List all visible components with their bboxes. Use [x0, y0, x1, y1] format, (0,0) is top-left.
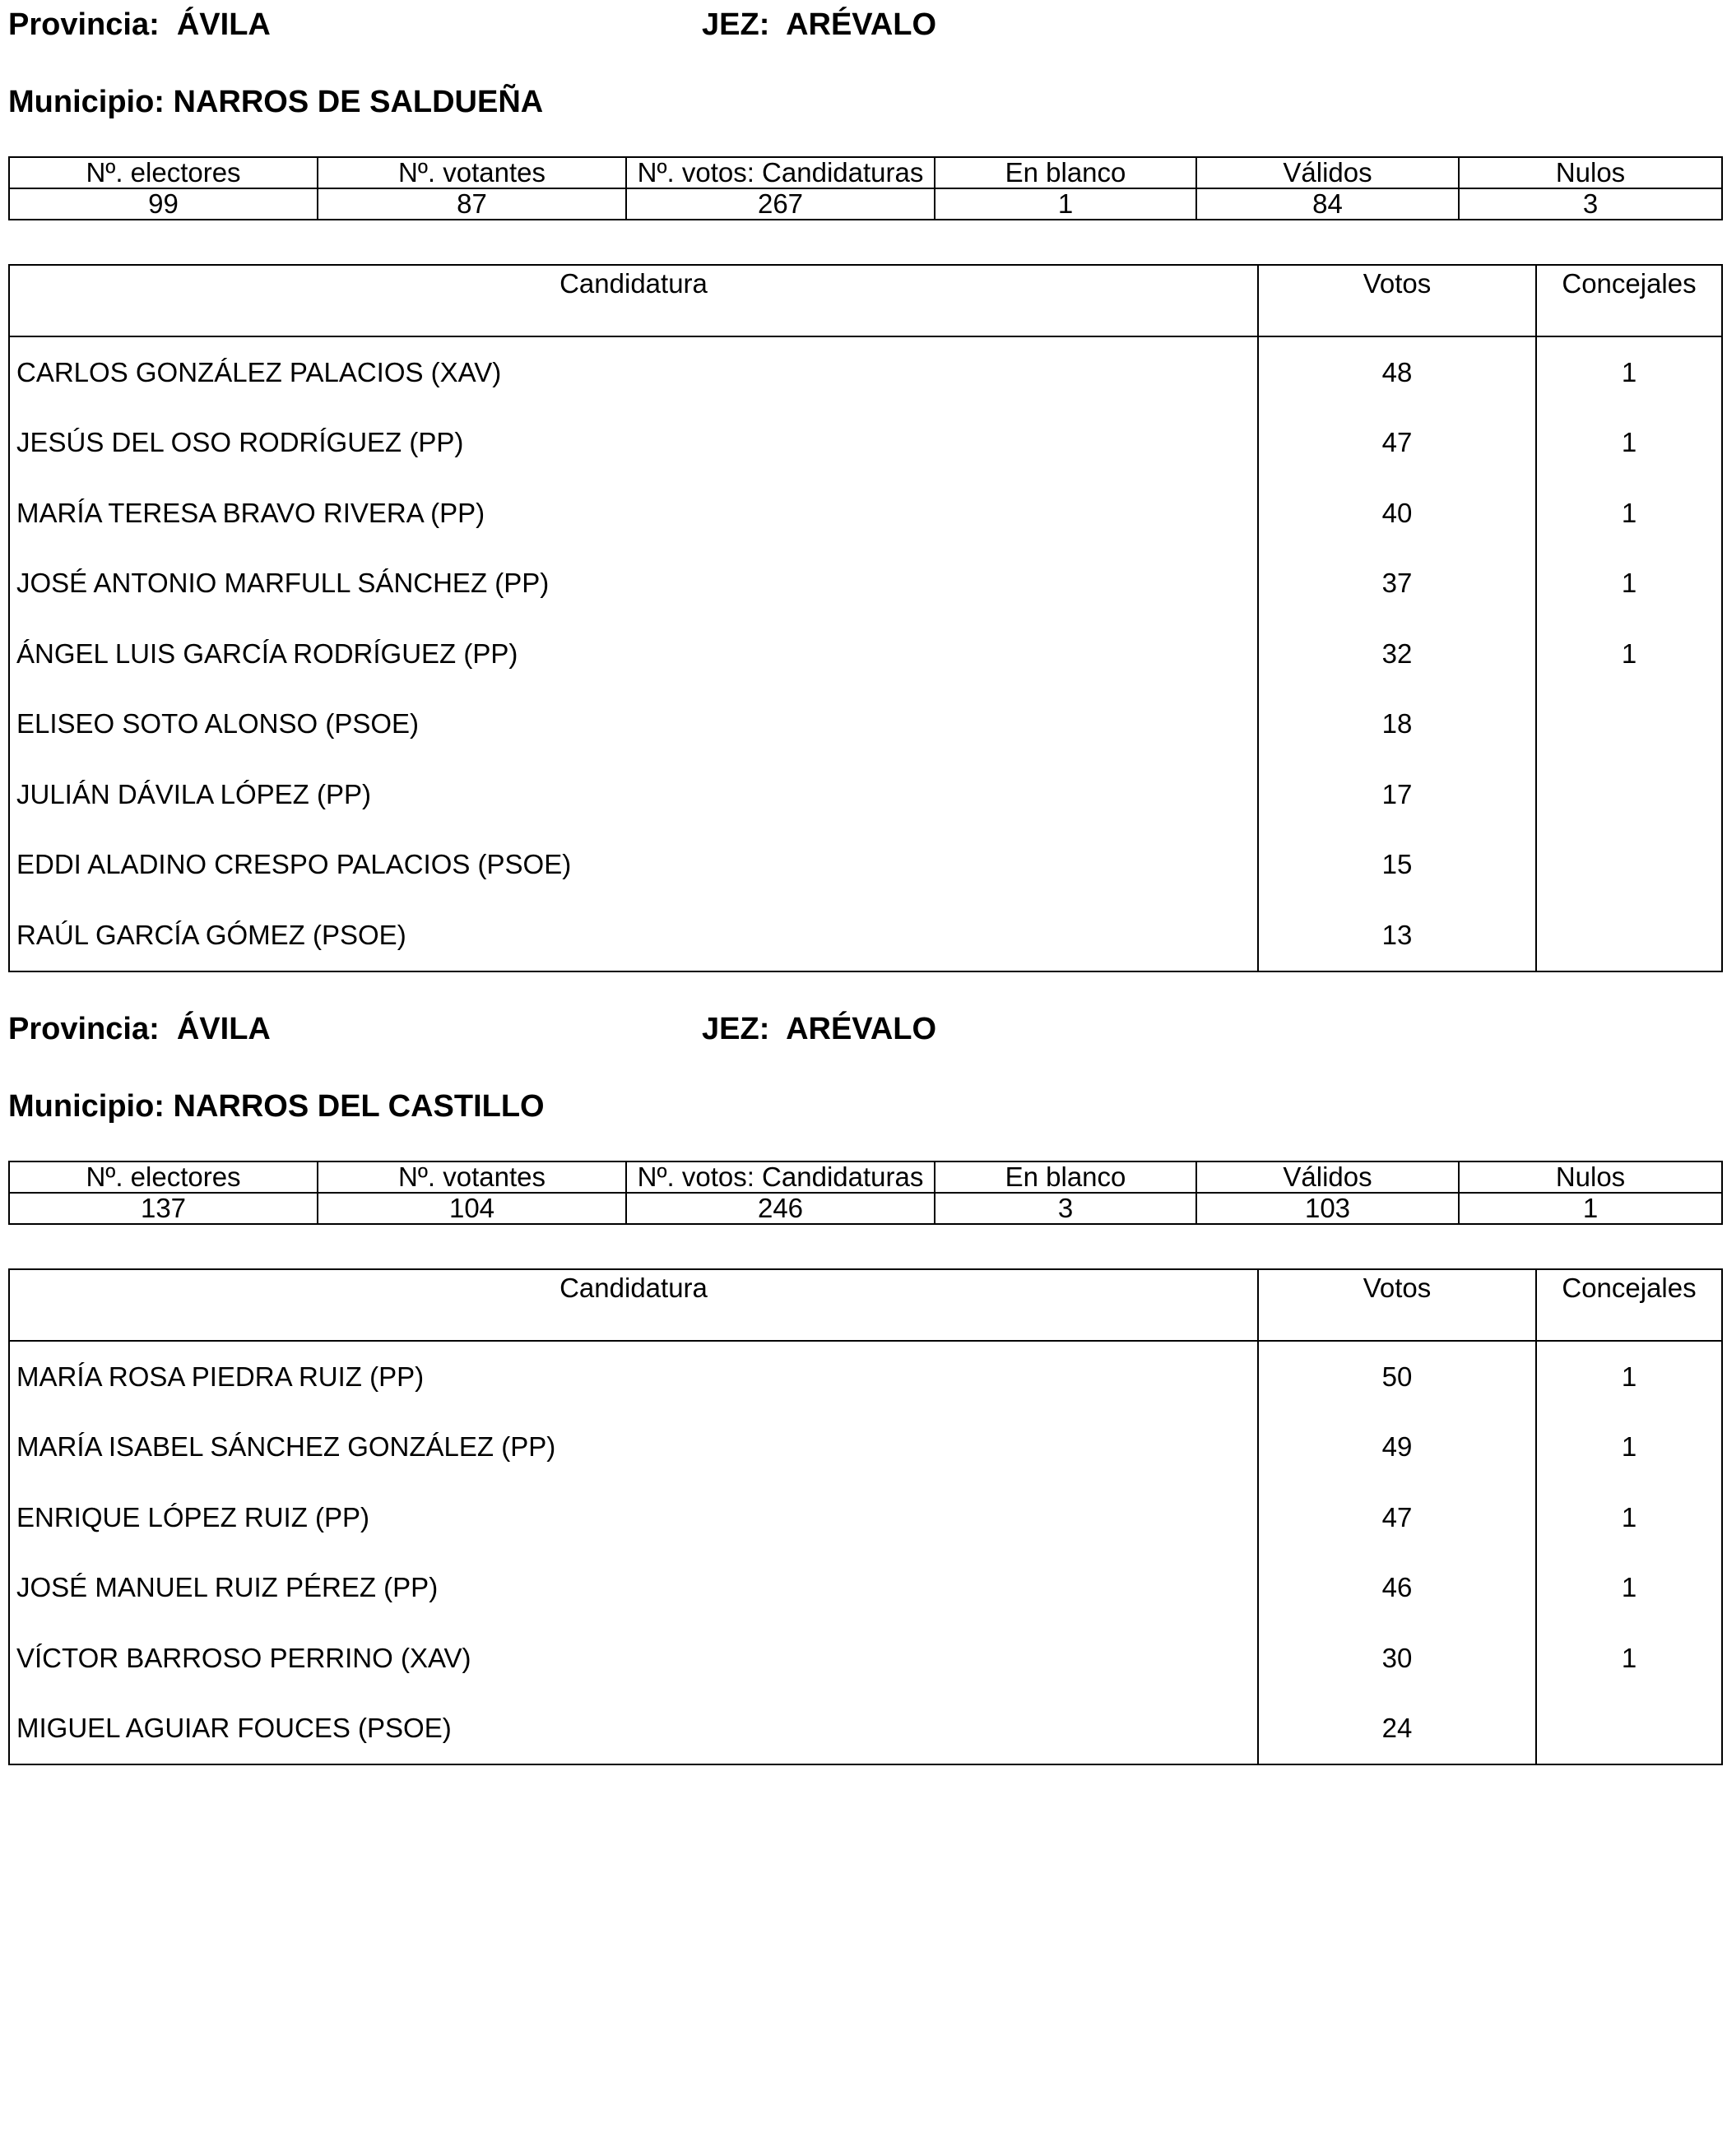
candidate-concejales: 1 [1536, 336, 1722, 408]
candidate-name: MIGUEL AGUIAR FOUCES (PSOE) [9, 1694, 1258, 1765]
provincia-line [8, 1011, 271, 1047]
candidate-name: MARÍA ROSA PIEDRA RUIZ (PP) [9, 1341, 1258, 1412]
table-row [9, 1694, 1722, 1765]
candidate-votos: 32 [1258, 619, 1536, 689]
provincia-value: ÁVILA [176, 7, 271, 42]
table-row [9, 830, 1722, 901]
summary-value-nulos: 3 [1459, 188, 1722, 220]
summary-header-en-blanco: En blanco [935, 157, 1196, 188]
candidate-name: JOSÉ ANTONIO MARFULL SÁNCHEZ (PP) [9, 549, 1258, 619]
summary-header-votantes: Nº. votantes [318, 1161, 626, 1193]
candidate-votos: 15 [1258, 830, 1536, 901]
header-votos: Votos [1258, 265, 1536, 336]
jez-line [702, 1011, 936, 1047]
candidate-votos: 17 [1258, 759, 1536, 830]
summary-value-votantes: 104 [318, 1193, 626, 1224]
municipio-line [8, 84, 543, 120]
summary-table [8, 1161, 1723, 1225]
candidate-concejales [1536, 759, 1722, 830]
candidate-name: ÁNGEL LUIS GARCÍA RODRÍGUEZ (PP) [9, 619, 1258, 689]
jez-line [702, 7, 936, 43]
summary-header-validos: Válidos [1196, 157, 1459, 188]
candidate-name: MARÍA TERESA BRAVO RIVERA (PP) [9, 478, 1258, 549]
candidate-concejales [1536, 900, 1722, 971]
candidate-votos: 46 [1258, 1553, 1536, 1624]
header-votos: Votos [1258, 1269, 1536, 1341]
municipio-label: Municipio: [8, 1089, 165, 1124]
table-row [9, 549, 1722, 619]
candidates-header-row [9, 1269, 1722, 1341]
candidate-votos: 48 [1258, 336, 1536, 408]
candidate-concejales: 1 [1536, 1412, 1722, 1483]
candidate-name: MARÍA ISABEL SÁNCHEZ GONZÁLEZ (PP) [9, 1412, 1258, 1483]
summary-header-row [9, 157, 1722, 188]
candidate-votos: 30 [1258, 1623, 1536, 1694]
table-row [9, 1553, 1722, 1624]
summary-header-electores: Nº. electores [9, 1161, 318, 1193]
summary-value-electores: 99 [9, 188, 318, 220]
summary-value-votantes: 87 [318, 188, 626, 220]
section-narros-de-saldueña [8, 0, 1721, 971]
candidate-concejales: 1 [1536, 478, 1722, 549]
candidate-votos: 18 [1258, 689, 1536, 760]
summary-value-votos-candidaturas: 267 [626, 188, 935, 220]
candidate-votos: 13 [1258, 900, 1536, 971]
municipio-label: Municipio: [8, 85, 165, 119]
candidate-concejales: 1 [1536, 1341, 1722, 1412]
summary-value-row [9, 188, 1722, 220]
table-row [9, 1341, 1722, 1412]
summary-header-votos-candidaturas: Nº. votos: Candidaturas [626, 157, 935, 188]
candidate-concejales: 1 [1536, 1553, 1722, 1624]
table-row [9, 759, 1722, 830]
municipio-line [8, 1088, 545, 1124]
candidate-concejales: 1 [1536, 1623, 1722, 1694]
summary-value-row [9, 1193, 1722, 1224]
candidates-header-row [9, 265, 1722, 336]
candidate-votos: 24 [1258, 1694, 1536, 1765]
provincia-value: ÁVILA [176, 1012, 271, 1046]
candidate-votos: 37 [1258, 549, 1536, 619]
candidate-name: RAÚL GARCÍA GÓMEZ (PSOE) [9, 900, 1258, 971]
candidate-concejales [1536, 689, 1722, 760]
header-concejales: Concejales [1536, 265, 1722, 336]
summary-header-nulos: Nulos [1459, 157, 1722, 188]
summary-value-en-blanco: 1 [935, 188, 1196, 220]
candidate-name: ENRIQUE LÓPEZ RUIZ (PP) [9, 1482, 1258, 1553]
jez-value: ARÉVALO [786, 1012, 937, 1046]
jez-label: JEZ: [702, 7, 770, 42]
jez-value: ARÉVALO [786, 7, 937, 42]
provincia-label: Provincia: [8, 7, 160, 42]
summary-value-validos: 103 [1196, 1193, 1459, 1224]
table-row [9, 1623, 1722, 1694]
candidate-votos: 47 [1258, 408, 1536, 479]
candidates-table [8, 264, 1723, 972]
table-row [9, 900, 1722, 971]
summary-value-en-blanco: 3 [935, 1193, 1196, 1224]
summary-value-nulos: 1 [1459, 1193, 1722, 1224]
candidate-votos: 49 [1258, 1412, 1536, 1483]
summary-header-votantes: Nº. votantes [318, 157, 626, 188]
summary-header-votos-candidaturas: Nº. votos: Candidaturas [626, 1161, 935, 1193]
summary-header-validos: Válidos [1196, 1161, 1459, 1193]
candidate-votos: 40 [1258, 478, 1536, 549]
candidate-votos: 50 [1258, 1341, 1536, 1412]
header-candidatura: Candidatura [9, 1269, 1258, 1341]
candidate-name: JOSÉ MANUEL RUIZ PÉREZ (PP) [9, 1553, 1258, 1624]
summary-value-electores: 137 [9, 1193, 318, 1224]
provincia-label: Provincia: [8, 1012, 160, 1046]
table-row [9, 689, 1722, 760]
provincia-line [8, 7, 271, 43]
candidate-votos: 47 [1258, 1482, 1536, 1553]
candidate-name: JULIÁN DÁVILA LÓPEZ (PP) [9, 759, 1258, 830]
table-row [9, 336, 1722, 408]
municipio-value: NARROS DE SALDUEÑA [173, 85, 544, 119]
candidate-name: ELISEO SOTO ALONSO (PSOE) [9, 689, 1258, 760]
table-row [9, 408, 1722, 479]
summary-header-nulos: Nulos [1459, 1161, 1722, 1193]
summary-header-row [9, 1161, 1722, 1193]
municipio-value: NARROS DEL CASTILLO [173, 1089, 545, 1124]
candidate-concejales: 1 [1536, 619, 1722, 689]
candidate-name: EDDI ALADINO CRESPO PALACIOS (PSOE) [9, 830, 1258, 901]
candidate-name: CARLOS GONZÁLEZ PALACIOS (XAV) [9, 336, 1258, 408]
candidate-concejales: 1 [1536, 549, 1722, 619]
candidate-name: JESÚS DEL OSO RODRÍGUEZ (PP) [9, 408, 1258, 479]
summary-value-votos-candidaturas: 246 [626, 1193, 935, 1224]
table-row [9, 1412, 1722, 1483]
summary-header-electores: Nº. electores [9, 157, 318, 188]
header-concejales: Concejales [1536, 1269, 1722, 1341]
candidates-table [8, 1268, 1723, 1765]
table-row [9, 478, 1722, 549]
header-candidatura: Candidatura [9, 265, 1258, 336]
candidate-concejales [1536, 1694, 1722, 1765]
section-narros-del-castillo [8, 1004, 1721, 1786]
candidate-name: VÍCTOR BARROSO PERRINO (XAV) [9, 1623, 1258, 1694]
candidate-concejales: 1 [1536, 408, 1722, 479]
table-row [9, 1482, 1722, 1553]
table-row [9, 619, 1722, 689]
summary-table [8, 156, 1723, 220]
summary-header-en-blanco: En blanco [935, 1161, 1196, 1193]
jez-label: JEZ: [702, 1012, 770, 1046]
candidate-concejales: 1 [1536, 1482, 1722, 1553]
summary-value-validos: 84 [1196, 188, 1459, 220]
candidate-concejales [1536, 830, 1722, 901]
